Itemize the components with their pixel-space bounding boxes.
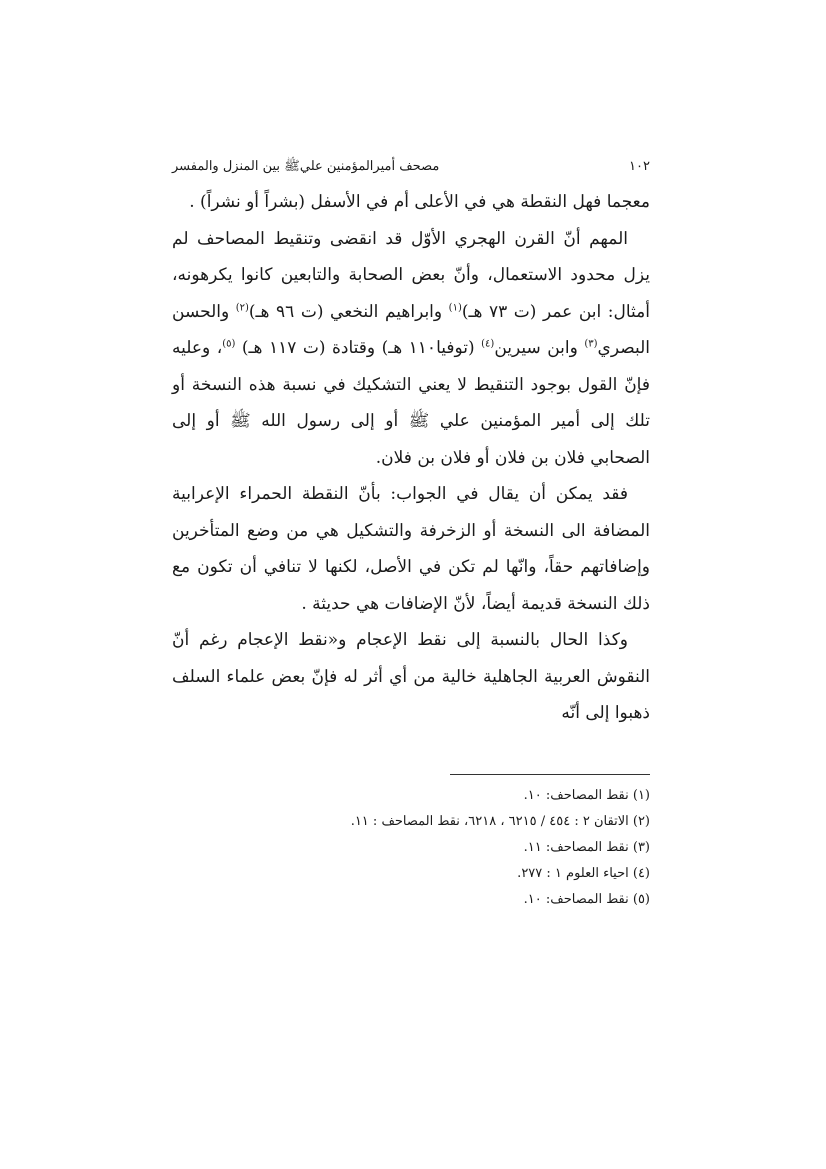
paragraph-2-part-d: وابن سيرين <box>494 338 585 358</box>
paragraph-2-part-f: ، وعليه فإنّ القول بوجود التنقيط لا يعني التشكيك في نسبة هذه النسخة أو تلك إلى أمير المؤمنين علي ﷺ أو إلى رسول الله ﷺ أو إلى الصحابي فلان بن فلان أو فلان بن فلان. <box>172 338 650 468</box>
body-text <box>172 184 650 732</box>
paragraph-2-part-c: والحسن البصري <box>172 301 650 358</box>
paragraph-2 <box>172 221 650 477</box>
running-title: مصحف أميرالمؤمنين عليﷺ بين المنزل والمفسر <box>172 159 440 174</box>
footnote-ref-2[interactable]: (٢) <box>235 301 249 313</box>
paragraph-4: وكذا الحال بالنسبة إلى نقط الإعجام و«نقط الإعجام رغم أنّ النقوش العربية الجاهلية خالية من أي أثر له فإنّ بعض علماء السلف ذهبوا إلى أنّه <box>172 630 650 723</box>
book-page <box>172 158 650 913</box>
footnote-ref-3[interactable]: (٣) <box>584 338 598 350</box>
paragraph-2-part-b: وابراهيم النخعي (ت ٩٦ هـ) <box>248 301 449 322</box>
paragraph-2-part-e: (توفيا١١٠ هـ) وقتادة (ت ١١٧ هـ) <box>235 338 482 358</box>
paragraph-1: معجما فهل النقطة هي في الأعلى أم في الأسفل (بشراً أو نشراً) . <box>189 192 650 212</box>
paragraph-3: فقد يمكن أن يقال في الجواب: بأنّ النقطة الحمراء الإعرابية المضافة الى النسخة أو الزخرفة والتشكيل هي من وضع المتأخرين وإضافاتهم حقاً، وانّها لم تكن في الأصل، لكنها لا تنافي أن تكون مع ذلك النسخة قديمة أيضاً، لأنّ الإضافات هي حديثة . <box>172 484 650 614</box>
page-number: ١٠٢ <box>629 159 650 174</box>
running-header <box>172 158 650 184</box>
footnote-divider <box>450 774 650 775</box>
footnote-5: (٥) نقط المصاحف: ١٠. <box>523 891 650 907</box>
footnotes <box>172 783 650 913</box>
footnote-ref-1[interactable]: (١) <box>448 301 462 313</box>
footnote-4: (٤) احياء العلوم ١ : ٢٧٧. <box>517 865 650 881</box>
paragraph-2-part-a: المهم أنّ القرن الهجري الأوّل قد انقضى وتنقيط المصاحف لم يزل محدود الاستعمال، وأنّ بعض الصحابة والتابعين كانوا يكرهونه، أمثال: ابن عمر (ت ٧٣ هـ) <box>172 228 651 322</box>
footnote-ref-4[interactable]: (٤) <box>481 338 495 350</box>
footnote-1: (١) نقط المصاحف: ١٠. <box>523 787 650 803</box>
footnote-2: (٢) الاتقان ٢ : ٤٥٤ / ٦٢١٥ ، ٦٢١٨، نقط المصاحف : ١١. <box>350 813 650 829</box>
footnote-ref-5[interactable]: (٥) <box>222 338 236 350</box>
footnote-3: (٣) نقط المصاحف: ١١. <box>523 839 650 855</box>
